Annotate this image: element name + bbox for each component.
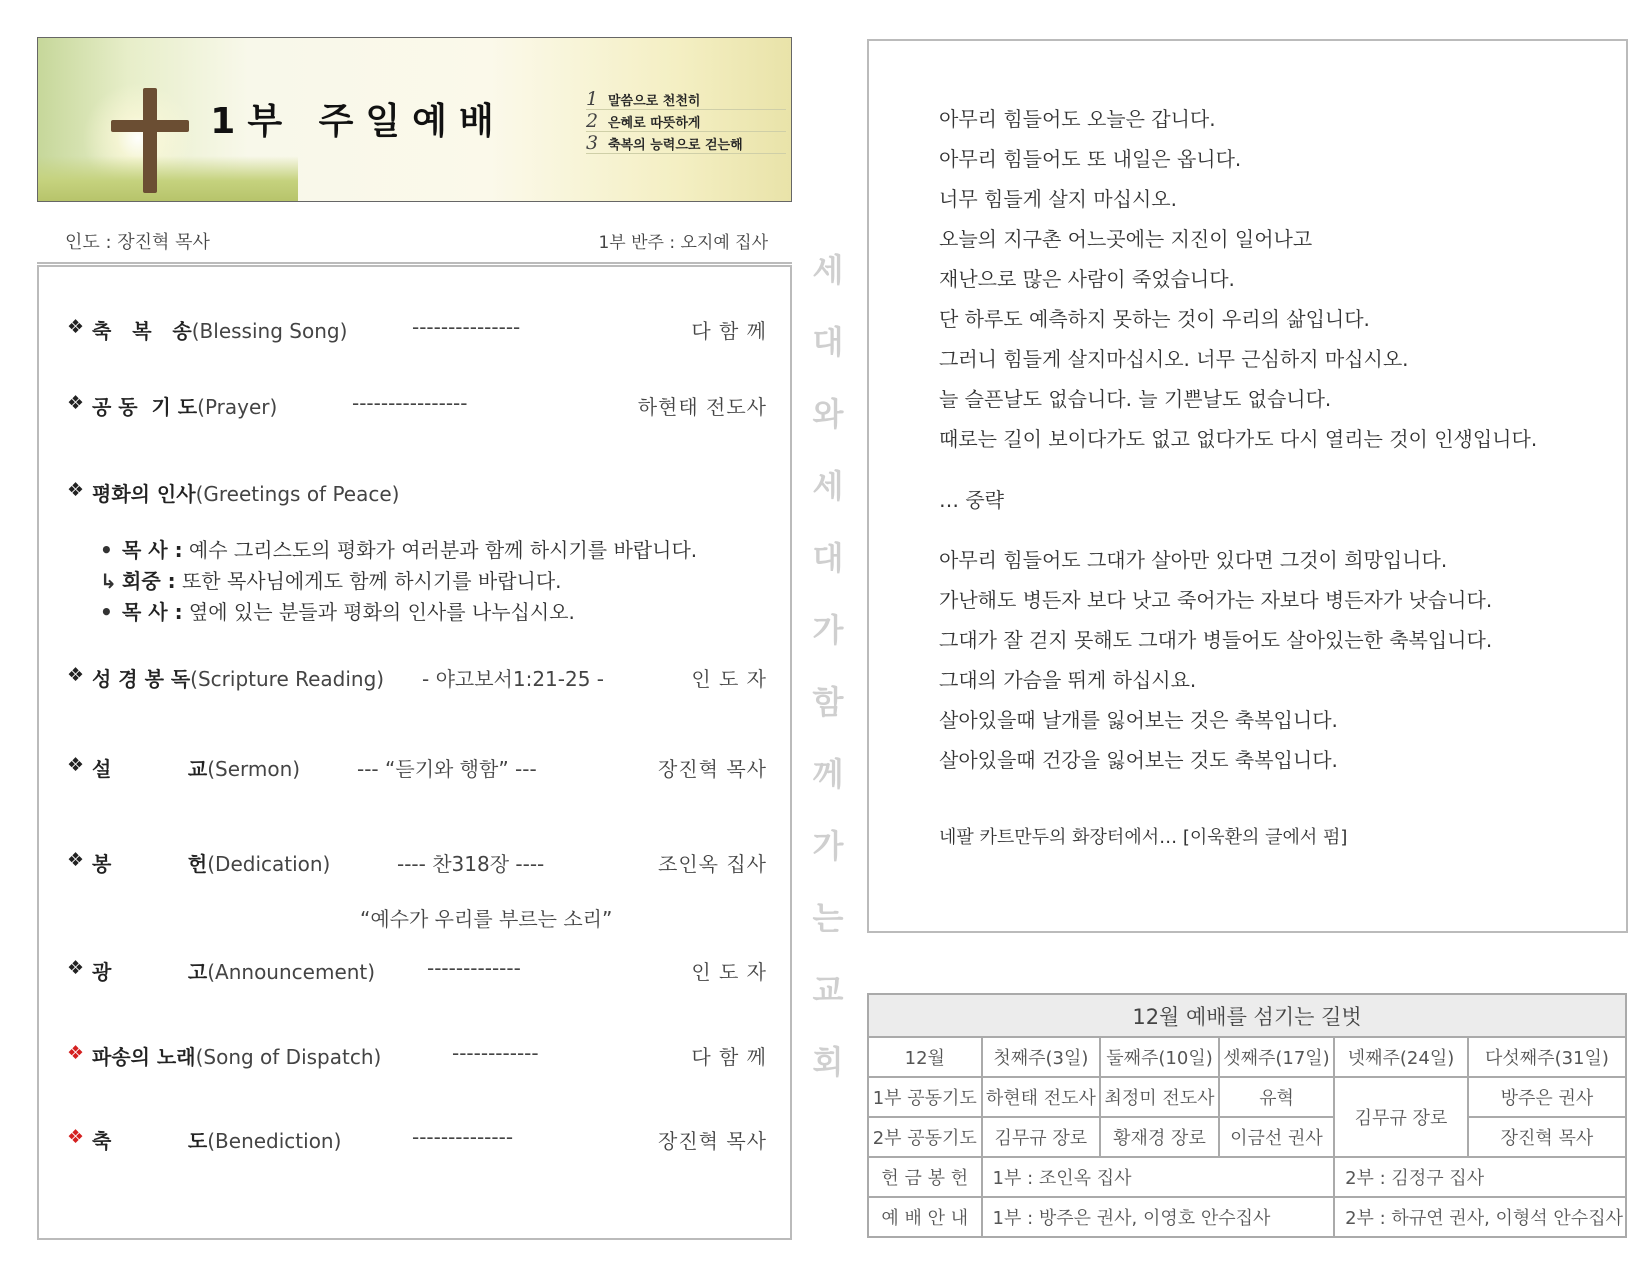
item-dispatch — [67, 1041, 767, 1071]
diamond-bullet-icon: ❖ — [67, 957, 85, 979]
item-leader: 인 도 자 — [691, 960, 767, 984]
poem-box — [867, 39, 1628, 933]
row-label: 헌 금 봉 헌 — [868, 1157, 982, 1197]
row-label: 2부 공동기도 — [868, 1117, 982, 1157]
table-cell: 2부 : 김정구 집사 — [1334, 1157, 1626, 1197]
table-header-cell: 셋째주(17일) — [1219, 1037, 1334, 1077]
leader-label: 인도 : 장진혁 목사 — [65, 232, 210, 253]
item-name-ko: 축 도 — [92, 1129, 208, 1153]
diamond-bullet-icon: ❖ — [67, 664, 85, 686]
grass-decoration — [38, 156, 298, 201]
poem-line: 가난해도 병든자 보다 낫고 죽어가는 자보다 병든자가 낫습니다. — [939, 588, 1493, 612]
item-peace — [67, 478, 767, 508]
item-name-en: (Dedication) — [207, 852, 331, 876]
table-cell: 최정미 전도사 — [1100, 1077, 1219, 1117]
item-leader: 하현태 전도사 — [637, 395, 767, 419]
table-title: 12월 예배를 섬기는 길벗 — [868, 994, 1626, 1037]
table-header-cell: 다섯째주(31일) — [1468, 1037, 1626, 1077]
item-prayer — [67, 391, 767, 421]
table-row — [868, 1037, 1626, 1077]
motto-number: 3 — [586, 132, 599, 154]
poem-line: 그러니 힘들게 살지마십시오. 너무 근심하지 마십시오. — [939, 347, 1409, 371]
slogan-char: 회 — [812, 1043, 844, 1081]
poem-line: 아무리 힘들어도 또 내일은 옵니다. — [939, 147, 1242, 171]
table-cell: 1부 : 조인옥 집사 — [982, 1157, 1335, 1197]
item-name — [92, 1125, 341, 1154]
diamond-bullet-icon: ❖ — [67, 1042, 85, 1064]
slogan-char: 교 — [812, 971, 844, 1009]
poem-line: 오늘의 지구촌 어느곳에는 지진이 일어나고 — [939, 227, 1313, 251]
motto-text: 은혜로 따뜻하게 — [608, 116, 701, 131]
poem-line: 늘 슬픈날도 없습니다. 늘 기쁜날도 없습니다. — [939, 387, 1332, 411]
table-header-cell: 첫째주(3일) — [982, 1037, 1101, 1077]
item-leader: 장진혁 목사 — [658, 757, 767, 781]
item-name — [92, 315, 347, 344]
poem-line: 아무리 힘들어도 오늘은 갑니다. — [939, 107, 1216, 131]
item-dashes: -------------- — [412, 1125, 514, 1149]
hymn-number: ---- 찬318장 ---- — [397, 852, 545, 876]
greeting-speaker: 회중 : — [122, 569, 176, 593]
table-row — [868, 1197, 1626, 1237]
motto-text: 축복의 능력으로 걷는해 — [608, 138, 743, 153]
greeting-text: 예수 그리스도의 평화가 여러분과 함께 하시기를 바랍니다. — [182, 538, 698, 562]
divider — [37, 262, 792, 264]
item-name-ko: 평화의 인사 — [92, 482, 196, 506]
greeting-speaker: 목 사 : — [122, 538, 183, 562]
item-name-en: (Song of Dispatch) — [195, 1045, 382, 1069]
item-name-ko: 공 동 기 도 — [92, 395, 198, 419]
motto-number: 1 — [586, 88, 599, 110]
diamond-bullet-icon: ❖ — [67, 479, 85, 501]
poem-line: 그대의 가슴을 뛰게 하십시요. — [939, 668, 1197, 692]
item-name-ko: 봉 헌 — [92, 852, 208, 876]
hymn-title: “예수가 우리를 부르는 소리” — [360, 907, 613, 931]
item-leader: 인 도 자 — [691, 667, 767, 691]
item-scripture — [67, 663, 767, 693]
item-name-en: (Greetings of Peace) — [195, 482, 400, 506]
item-dashes: ---------------- — [352, 391, 468, 415]
item-name — [92, 1041, 381, 1070]
item-name — [92, 753, 300, 782]
item-name-ko: 설 교 — [92, 757, 208, 781]
diamond-bullet-icon: ❖ — [67, 754, 85, 776]
item-name-en: (Scripture Reading) — [190, 667, 385, 691]
item-dashes: --------------- — [412, 315, 521, 339]
greeting-text: 또한 목사님에게도 함께 하시기를 바랍니다. — [175, 569, 562, 593]
item-leader: 다 함 께 — [691, 1045, 767, 1069]
table-row — [868, 1077, 1626, 1117]
diamond-bullet-icon: ❖ — [67, 1126, 85, 1148]
table-row — [868, 1157, 1626, 1197]
table-cell: 황재경 장로 — [1100, 1117, 1219, 1157]
poem-source: 네팔 카트만두의 화장터에서… [이욱환의 글에서 펌] — [939, 827, 1348, 848]
table-cell: 1부 : 방주은 권사, 이영호 안수집사 — [982, 1197, 1335, 1237]
motto-item — [586, 132, 786, 154]
item-benediction — [67, 1125, 767, 1155]
row-label: 1부 공동기도 — [868, 1077, 982, 1117]
table-cell: 방주은 권사 — [1468, 1077, 1626, 1117]
sermon-title: --- “듣기와 행함” --- — [357, 757, 537, 781]
greeting-speaker: 목 사 : — [122, 600, 183, 624]
diamond-bullet-icon: ❖ — [67, 316, 85, 338]
poem-line: 그대가 잘 걷지 못해도 그대가 병들어도 살아있는한 축복입니다. — [939, 628, 1493, 652]
greeting-text: 옆에 있는 분들과 평화의 인사를 나누십시오. — [182, 600, 575, 624]
slogan-char: 대 — [812, 323, 844, 361]
poem-line: 아무리 힘들어도 그대가 살아만 있다면 그것이 희망입니다. — [939, 548, 1448, 572]
motto-number: 2 — [586, 110, 599, 132]
accompanist-label: 1부 반주 : 오지예 집사 — [598, 233, 768, 253]
table-header-cell: 넷째주(24일) — [1334, 1037, 1468, 1077]
item-leader: 장진혁 목사 — [658, 1129, 767, 1153]
item-dedication — [67, 848, 767, 878]
service-title: 1부 주일예배 — [210, 101, 506, 142]
item-announcement — [67, 956, 767, 986]
header-banner — [37, 37, 792, 202]
table-cell: 이금선 권사 — [1219, 1117, 1334, 1157]
slogan-char: 께 — [812, 755, 844, 793]
poem-line: 너무 힘들게 살지 마십시오. — [939, 187, 1177, 211]
cross-icon-bar — [111, 120, 189, 132]
poem-line: 재난으로 많은 사람이 죽었습니다. — [939, 267, 1235, 291]
greeting-line — [100, 596, 780, 625]
item-blessing-song — [67, 315, 767, 345]
poem-line: 살아있을때 건강을 잃어보는 것도 축복입니다. — [939, 748, 1338, 772]
slogan-char: 세 — [812, 251, 844, 289]
vertical-slogan — [808, 245, 848, 1109]
item-name — [92, 956, 375, 985]
table-cell: 김무규 장로 — [982, 1117, 1101, 1157]
table-row — [868, 1117, 1626, 1157]
item-leader: 조인옥 집사 — [658, 852, 767, 876]
item-dashes: ------------ — [452, 1041, 539, 1065]
diamond-bullet-icon: ❖ — [67, 849, 85, 871]
table-cell: 김무규 장로 — [1334, 1077, 1468, 1157]
duty-table — [867, 993, 1627, 1238]
slogan-char: 가 — [812, 611, 844, 649]
item-name — [92, 663, 384, 692]
table-cell: 하현태 전도사 — [982, 1077, 1101, 1117]
table-cell: 유혁 — [1219, 1077, 1334, 1117]
bullet-icon: • — [100, 538, 113, 562]
table-cell: 2부 : 하규연 권사, 이형석 안수집사 — [1334, 1197, 1626, 1237]
item-name-en: (Sermon) — [207, 757, 301, 781]
item-sermon — [67, 753, 767, 783]
slogan-char: 와 — [812, 395, 844, 433]
table-cell: 장진혁 목사 — [1468, 1117, 1626, 1157]
motto-list — [586, 88, 786, 154]
item-dashes: ------------- — [427, 956, 521, 980]
item-name — [92, 848, 330, 877]
greeting-line — [100, 534, 780, 563]
item-leader: 다 함 께 — [691, 319, 767, 343]
item-name-en: (Announcement) — [207, 960, 376, 984]
item-name-ko: 축 복 송 — [92, 319, 192, 343]
slogan-char: 세 — [812, 467, 844, 505]
poem-line: 단 하루도 예측하지 못하는 것이 우리의 삶입니다. — [939, 307, 1370, 331]
slogan-char: 함 — [812, 683, 844, 721]
slogan-char: 대 — [812, 539, 844, 577]
poem-ellipsis: … 중략 — [939, 488, 1004, 512]
bullet-icon: • — [100, 600, 113, 624]
motto-text: 말씀으로 천천히 — [608, 94, 701, 109]
scripture-reference: - 야고보서1:21-25 - — [422, 667, 605, 691]
table-header-cell: 둘째주(10일) — [1100, 1037, 1219, 1077]
item-name — [92, 478, 399, 507]
motto-item — [586, 110, 786, 132]
diamond-bullet-icon: ❖ — [67, 392, 85, 414]
item-name-en: (Benediction) — [207, 1129, 342, 1153]
greeting-line — [100, 565, 780, 594]
slogan-char: 가 — [812, 827, 844, 865]
item-name-en: (Prayer) — [197, 395, 278, 419]
row-label: 예 배 안 내 — [868, 1197, 982, 1237]
slogan-char: 는 — [812, 899, 844, 937]
poem-line: 때로는 길이 보이다가도 없고 없다가도 다시 열리는 것이 인생입니다. — [939, 427, 1538, 451]
item-name-ko: 파송의 노래 — [92, 1045, 196, 1069]
item-name-ko: 성 경 봉 독 — [92, 667, 191, 691]
poem-line: 살아있을때 날개를 잃어보는 것은 축복입니다. — [939, 708, 1338, 732]
cross-icon — [143, 88, 157, 193]
item-name-ko: 광 고 — [92, 960, 208, 984]
motto-item — [586, 88, 786, 110]
return-arrow-icon: ↳ — [100, 569, 117, 593]
item-name-en: (Blessing Song) — [191, 319, 348, 343]
table-header-cell: 12월 — [868, 1037, 982, 1077]
item-name — [92, 391, 277, 420]
